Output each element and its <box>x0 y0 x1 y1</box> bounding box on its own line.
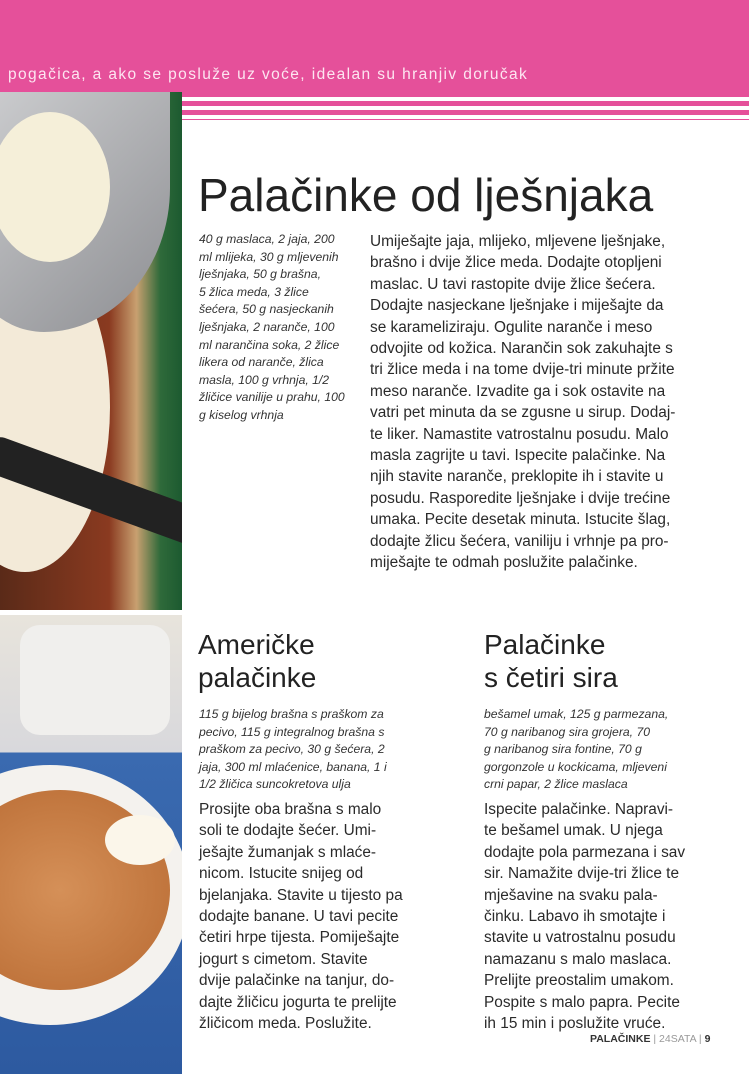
recipe2-method: Prosijte oba brašna s malo soli te dodajte šećer. Umi- ješajte žumanjak s mlaće- nicom. Istucite snijeg od bjelanjaka. Stavite u tijesto pa dodajte banane. U tavi pecite četiri hrpe tijesta. Pomiješajte jogurt s cimetom. Stavite dvije palačinke na tanjur, do- dajte žličicu jogurta te prelijte žličicom meda. Poslužite. <box>199 801 403 1033</box>
recipe1-title: Palačinke od lješnjaka <box>198 169 654 221</box>
recipe3-title: Palačinke s četiri sira <box>484 629 618 693</box>
american-pancake-photo <box>0 615 182 1074</box>
recipe2-ingredients: 115 g bijelog brašna s praškom za pecivo, 115 g integralnog brašna s praškom za pecivo, 30 g šećera, 2 jaja, 300 ml mlaćenice, banana, 1 i 1/2 žličica suncokretova ulja <box>199 707 387 792</box>
page-footer <box>590 1033 710 1045</box>
header-text: pogačica, a ako se posluže uz voće, idealan su hranjiv doručak <box>8 66 529 83</box>
footer-section: PALAČINKE <box>590 1033 651 1045</box>
recipe1-method: Umiješajte jaja, mlijeko, mljevene lješnjake, brašno i dvije žlice meda. Dodajte otopljeni maslac. U tavi rastopite dvije žlice šećera. Dodajte nasjeckane lješnjake i miješajte da se karameliziraju. Ogulite naranče i meso odvojite od kožica. Narančin sok zakuhajte s tri žlice meda i na tome dvije-tri minute pržite meso naranče. Izvadite ga i sok ostavite na vatri pet minuta da se zgusne u sirup. Dodaj- te liker. Namastite vatrostalnu posudu. Malo masla zagrijte u tavi. Ispecite palačinke. Na njih stavite naranče, preklopite ih i stavite u posudu. Rasporedite lješnjake i dvije trećine umaka. Pecite desetak minuta. Istucite šlag, dodajte žlicu šećera, vaniliju i vrhnje pa pro- miješajte te odmah poslužite palačinke. <box>370 233 676 572</box>
recipe2-title: Američke palačinke <box>198 629 317 693</box>
footer-separator: | <box>650 1033 660 1045</box>
header-banner <box>0 0 749 92</box>
recipe1-ingredients: 40 g maslaca, 2 jaja, 200 ml mlijeka, 30 g mljevenih lješnjaka, 50 g brašna, 5 žlica meda, 3 žlice šećera, 50 g nasjeckanih lješnjaka, 2 naranče, 100 ml narančina soka, 2 žlice likera od naranče, žlica masla, 100 g vrhnja, 1/2 žličice vanilije u prahu, 100 g kiselog vrhnja <box>199 232 345 422</box>
page-number: 9 <box>704 1033 711 1045</box>
footer-publication: 24SATA <box>659 1033 697 1045</box>
footer-separator: | <box>696 1033 705 1045</box>
recipe3-ingredients: bešamel umak, 125 g parmezana, 70 g naribanog sira grojera, 70 g naribanog sira fontine, 70 g gorgonzole u kockicama, mljeveni crni papar, 2 žlice maslaca <box>484 707 669 792</box>
hazelnut-pancake-photo <box>0 92 182 610</box>
recipe3-method: Ispecite palačinke. Napravi- te bešamel umak. U njega dodajte pola parmezana i sav sir. Namažite dvije-tri žlice te mješavine na svaku pala- činku. Labavo ih smotajte i stavite u vatrostalnu posudu namazanu s malo maslaca. Prelijte preostalim umakom. Pospite s malo papra. Pecite ih 15 min i poslužite vruće. <box>484 801 686 1033</box>
